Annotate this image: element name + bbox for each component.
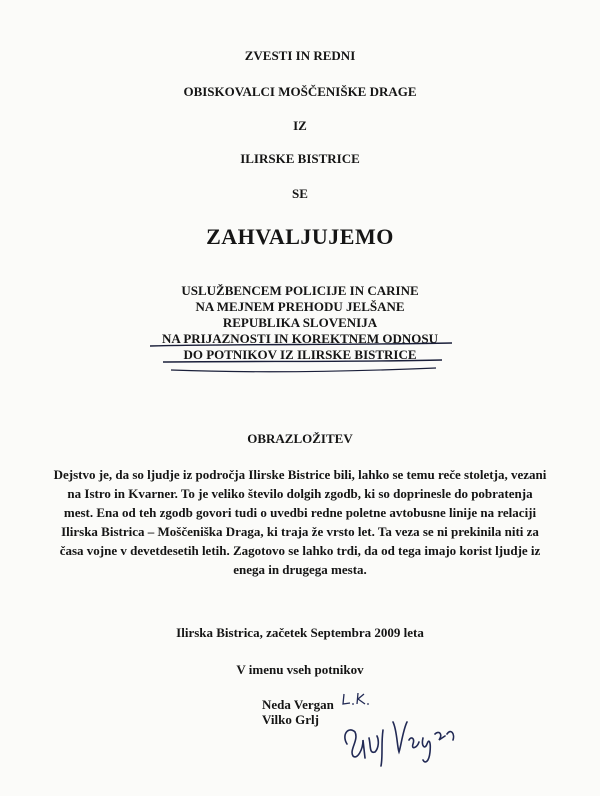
explanation-line: časa vojne v devetdesetih letih. Zagotovo se lahko trdi, da od tega imajo korist ljudje iz — [59, 543, 541, 558]
explanation-body — [36, 465, 564, 579]
recipient-line-3: REPUBLIKA SLOVENIJA — [222, 315, 378, 330]
header-line-3: IZ — [293, 118, 307, 133]
signatory-name: Vilko Grlj — [262, 712, 319, 727]
recipient-line-4: NA PRIJAZNOSTI IN KOREKTNEM ODNOSU — [162, 331, 438, 346]
handwritten-signature — [335, 700, 465, 770]
explanation-line: na Istro in Kvarner. To je veliko število dolgih zgodb, ki so doprinesle do pobratenja — [67, 486, 533, 501]
explanation-line: enega in drugega mesta. — [233, 562, 367, 577]
header-line-4: ILIRSKE BISTRICE — [240, 151, 360, 166]
signatory-name: Neda Vergan — [262, 697, 334, 712]
place-date: Ilirska Bistrica, začetek Septembra 2009 leta — [176, 625, 424, 640]
recipient-line-2: NA MEJNEM PREHODU JELŠANE — [195, 299, 405, 314]
explanation-line: mest. Ena od teh zgodb govori tudi o uvedbi redne poletne avtobusne linije na relaciji — [63, 505, 537, 520]
recipient-line-5: DO POTNIKOV IZ ILIRSKE BISTRICE — [183, 347, 417, 362]
headline: ZAHVALJUJEMO — [206, 224, 394, 249]
header-line-2: OBISKOVALCI MOŠČENIŠKE DRAGE — [183, 84, 417, 99]
header-line-1: ZVESTI IN REDNI — [244, 48, 356, 63]
explanation-line: Dejstvo je, da so ljudje iz področja Ilirske Bistrice bili, lahko se temu reče stoletja, vezani — [53, 467, 547, 482]
explanation-line: Ilirska Bistrica – Moščeniška Draga, ki traja že vrsto let. Ta veza se ni prekinila niti za — [61, 524, 539, 539]
on-behalf-line: V imenu vseh potnikov — [236, 662, 364, 677]
header-line-5: SE — [292, 186, 308, 201]
recipient-line-1: USLUŽBENCEM POLICIJE IN CARINE — [181, 283, 419, 298]
explanation-title: OBRAZLOŽITEV — [247, 431, 353, 446]
